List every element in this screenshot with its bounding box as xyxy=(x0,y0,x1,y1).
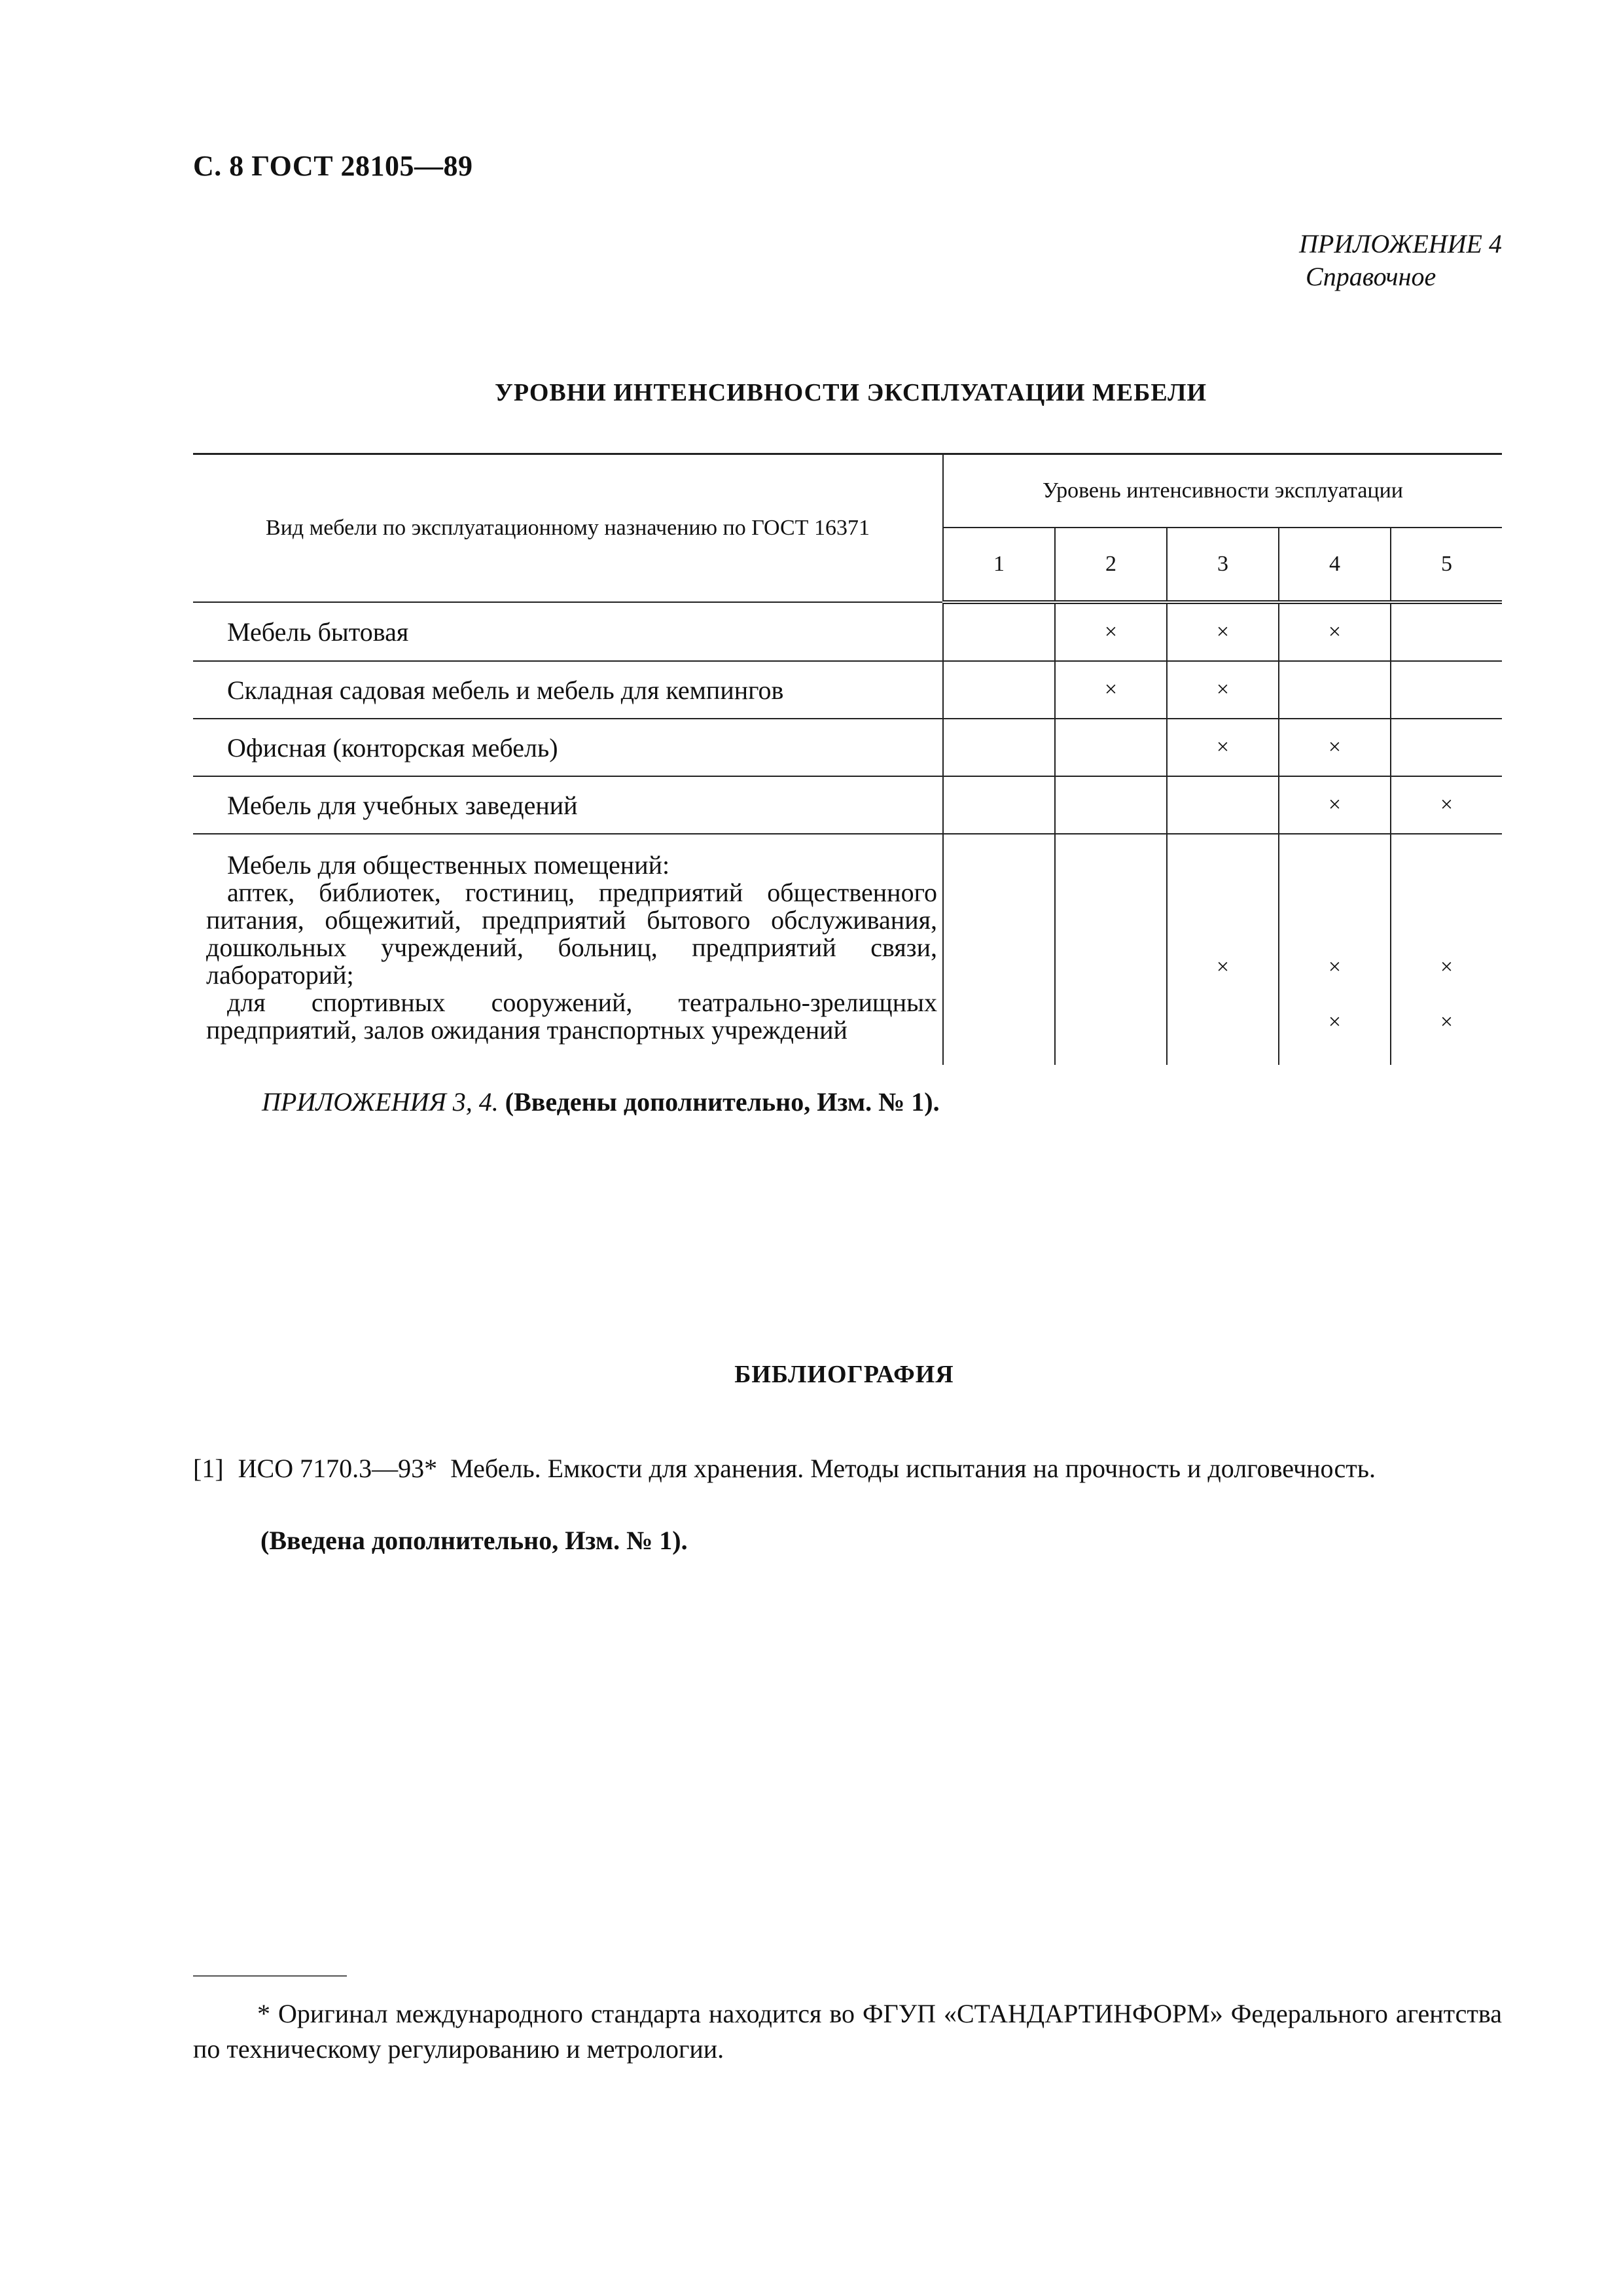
level-mark: × xyxy=(1440,1010,1454,1034)
amendment-text: (Введены дополнительно, Изм. № 1). xyxy=(505,1087,940,1117)
appendix-type: Справочное xyxy=(1306,262,1436,291)
row-label: Мебель бытовая xyxy=(193,602,943,661)
public-premises-label xyxy=(193,834,943,1065)
level-cell: × xyxy=(1391,776,1502,834)
public-premises-heading: Мебель для общественных помещений: xyxy=(227,850,670,880)
bibliography-amendment: (Введена дополнительно, Изм. № 1). xyxy=(260,1526,688,1555)
level-cell xyxy=(943,602,1055,661)
level-header-3: 3 xyxy=(1167,528,1279,602)
table-row xyxy=(193,661,1502,719)
bibliography-entry-text: ИСО 7170.3—93* Мебель. Емкости для хранения. Методы испытания на прочность и долговечность. xyxy=(238,1454,1376,1483)
intensity-level-header: Уровень интенсивности эксплуатации xyxy=(943,454,1502,528)
level-cell xyxy=(943,719,1055,776)
intensity-table-container xyxy=(193,453,1502,1065)
footnote-divider xyxy=(193,1975,347,1977)
level-header-2: 2 xyxy=(1055,528,1167,602)
level-mark: × xyxy=(1440,955,1454,979)
level-mark: × xyxy=(1328,955,1342,979)
intensity-table xyxy=(193,453,1502,1065)
bibliography-entry xyxy=(193,1453,1502,1484)
level-mark xyxy=(1168,1010,1278,1065)
appendix-number: ПРИЛОЖЕНИЕ 4 xyxy=(1299,229,1502,259)
appendix-amendment-note xyxy=(262,1086,940,1117)
level-cell xyxy=(1391,719,1502,776)
level-header-5: 5 xyxy=(1391,528,1502,602)
level-cell xyxy=(1391,661,1502,719)
row-label: Мебель для учебных заведений xyxy=(193,776,943,834)
level-cell xyxy=(1279,834,1391,1065)
level-mark xyxy=(944,1010,1054,1065)
table-row xyxy=(193,719,1502,776)
row-label: Складная садовая мебель и мебель для кемпингов xyxy=(193,661,943,719)
level-cell: × xyxy=(1055,602,1167,661)
footnote: * Оригинал международного стандарта находится во ФГУП «СТАНДАРТИНФОРМ» Федерального агентства по техническому регулированию и метрологии. xyxy=(193,1999,1502,2064)
table-row xyxy=(193,602,1502,661)
level-header-4: 4 xyxy=(1279,528,1391,602)
level-cell xyxy=(1391,602,1502,661)
bibliography-entry-number: [1] xyxy=(193,1454,224,1483)
level-cell: × xyxy=(1167,602,1279,661)
level-cell xyxy=(1391,834,1502,1065)
level-mark: × xyxy=(1328,1010,1342,1034)
table-title: УРОВНИ ИНТЕНСИВНОСТИ ЭКСПЛУАТАЦИИ МЕБЕЛИ xyxy=(494,379,1207,406)
level-cell: × xyxy=(1055,661,1167,719)
public-premises-group-b: для спортивных сооружений, театрально-зрелищных предприятий, залов ожидания транспортных учреждений xyxy=(206,988,937,1045)
level-cell: × xyxy=(1167,719,1279,776)
appendix-label xyxy=(1299,228,1502,293)
level-cell xyxy=(1055,719,1167,776)
row-label: Офисная (конторская мебель) xyxy=(193,719,943,776)
level-cell xyxy=(1279,661,1391,719)
table-row xyxy=(193,776,1502,834)
level-cell xyxy=(1055,834,1167,1065)
level-cell xyxy=(943,776,1055,834)
amendment-appendices: ПРИЛОЖЕНИЯ 3, 4. xyxy=(262,1087,499,1117)
level-cell xyxy=(943,661,1055,719)
level-cell: × xyxy=(1279,776,1391,834)
level-mark xyxy=(944,955,1054,1010)
level-cell: × xyxy=(1279,719,1391,776)
level-mark xyxy=(1056,1010,1166,1065)
level-cell xyxy=(943,834,1055,1065)
level-mark: × xyxy=(1216,955,1230,979)
level-cell: × xyxy=(1279,602,1391,661)
table-row-public-premises xyxy=(193,834,1502,1065)
level-cell: × xyxy=(1167,661,1279,719)
level-cell xyxy=(1167,834,1279,1065)
page-header: С. 8 ГОСТ 28105—89 xyxy=(193,150,473,182)
furniture-type-header: Вид мебели по эксплуатационному назначению по ГОСТ 16371 xyxy=(193,454,943,603)
level-header-1: 1 xyxy=(943,528,1055,602)
level-cell xyxy=(1167,776,1279,834)
level-mark xyxy=(1056,955,1166,1010)
bibliography-title: БИБЛИОГРАФИЯ xyxy=(734,1361,954,1388)
level-cell xyxy=(1055,776,1167,834)
public-premises-group-a: аптек, библиотек, гостиниц, предприятий общественного питания, общежитий, предприятий бытового обслуживания, дошкольных учреждений, больниц, предприятий связи, лабораторий; xyxy=(206,878,937,990)
